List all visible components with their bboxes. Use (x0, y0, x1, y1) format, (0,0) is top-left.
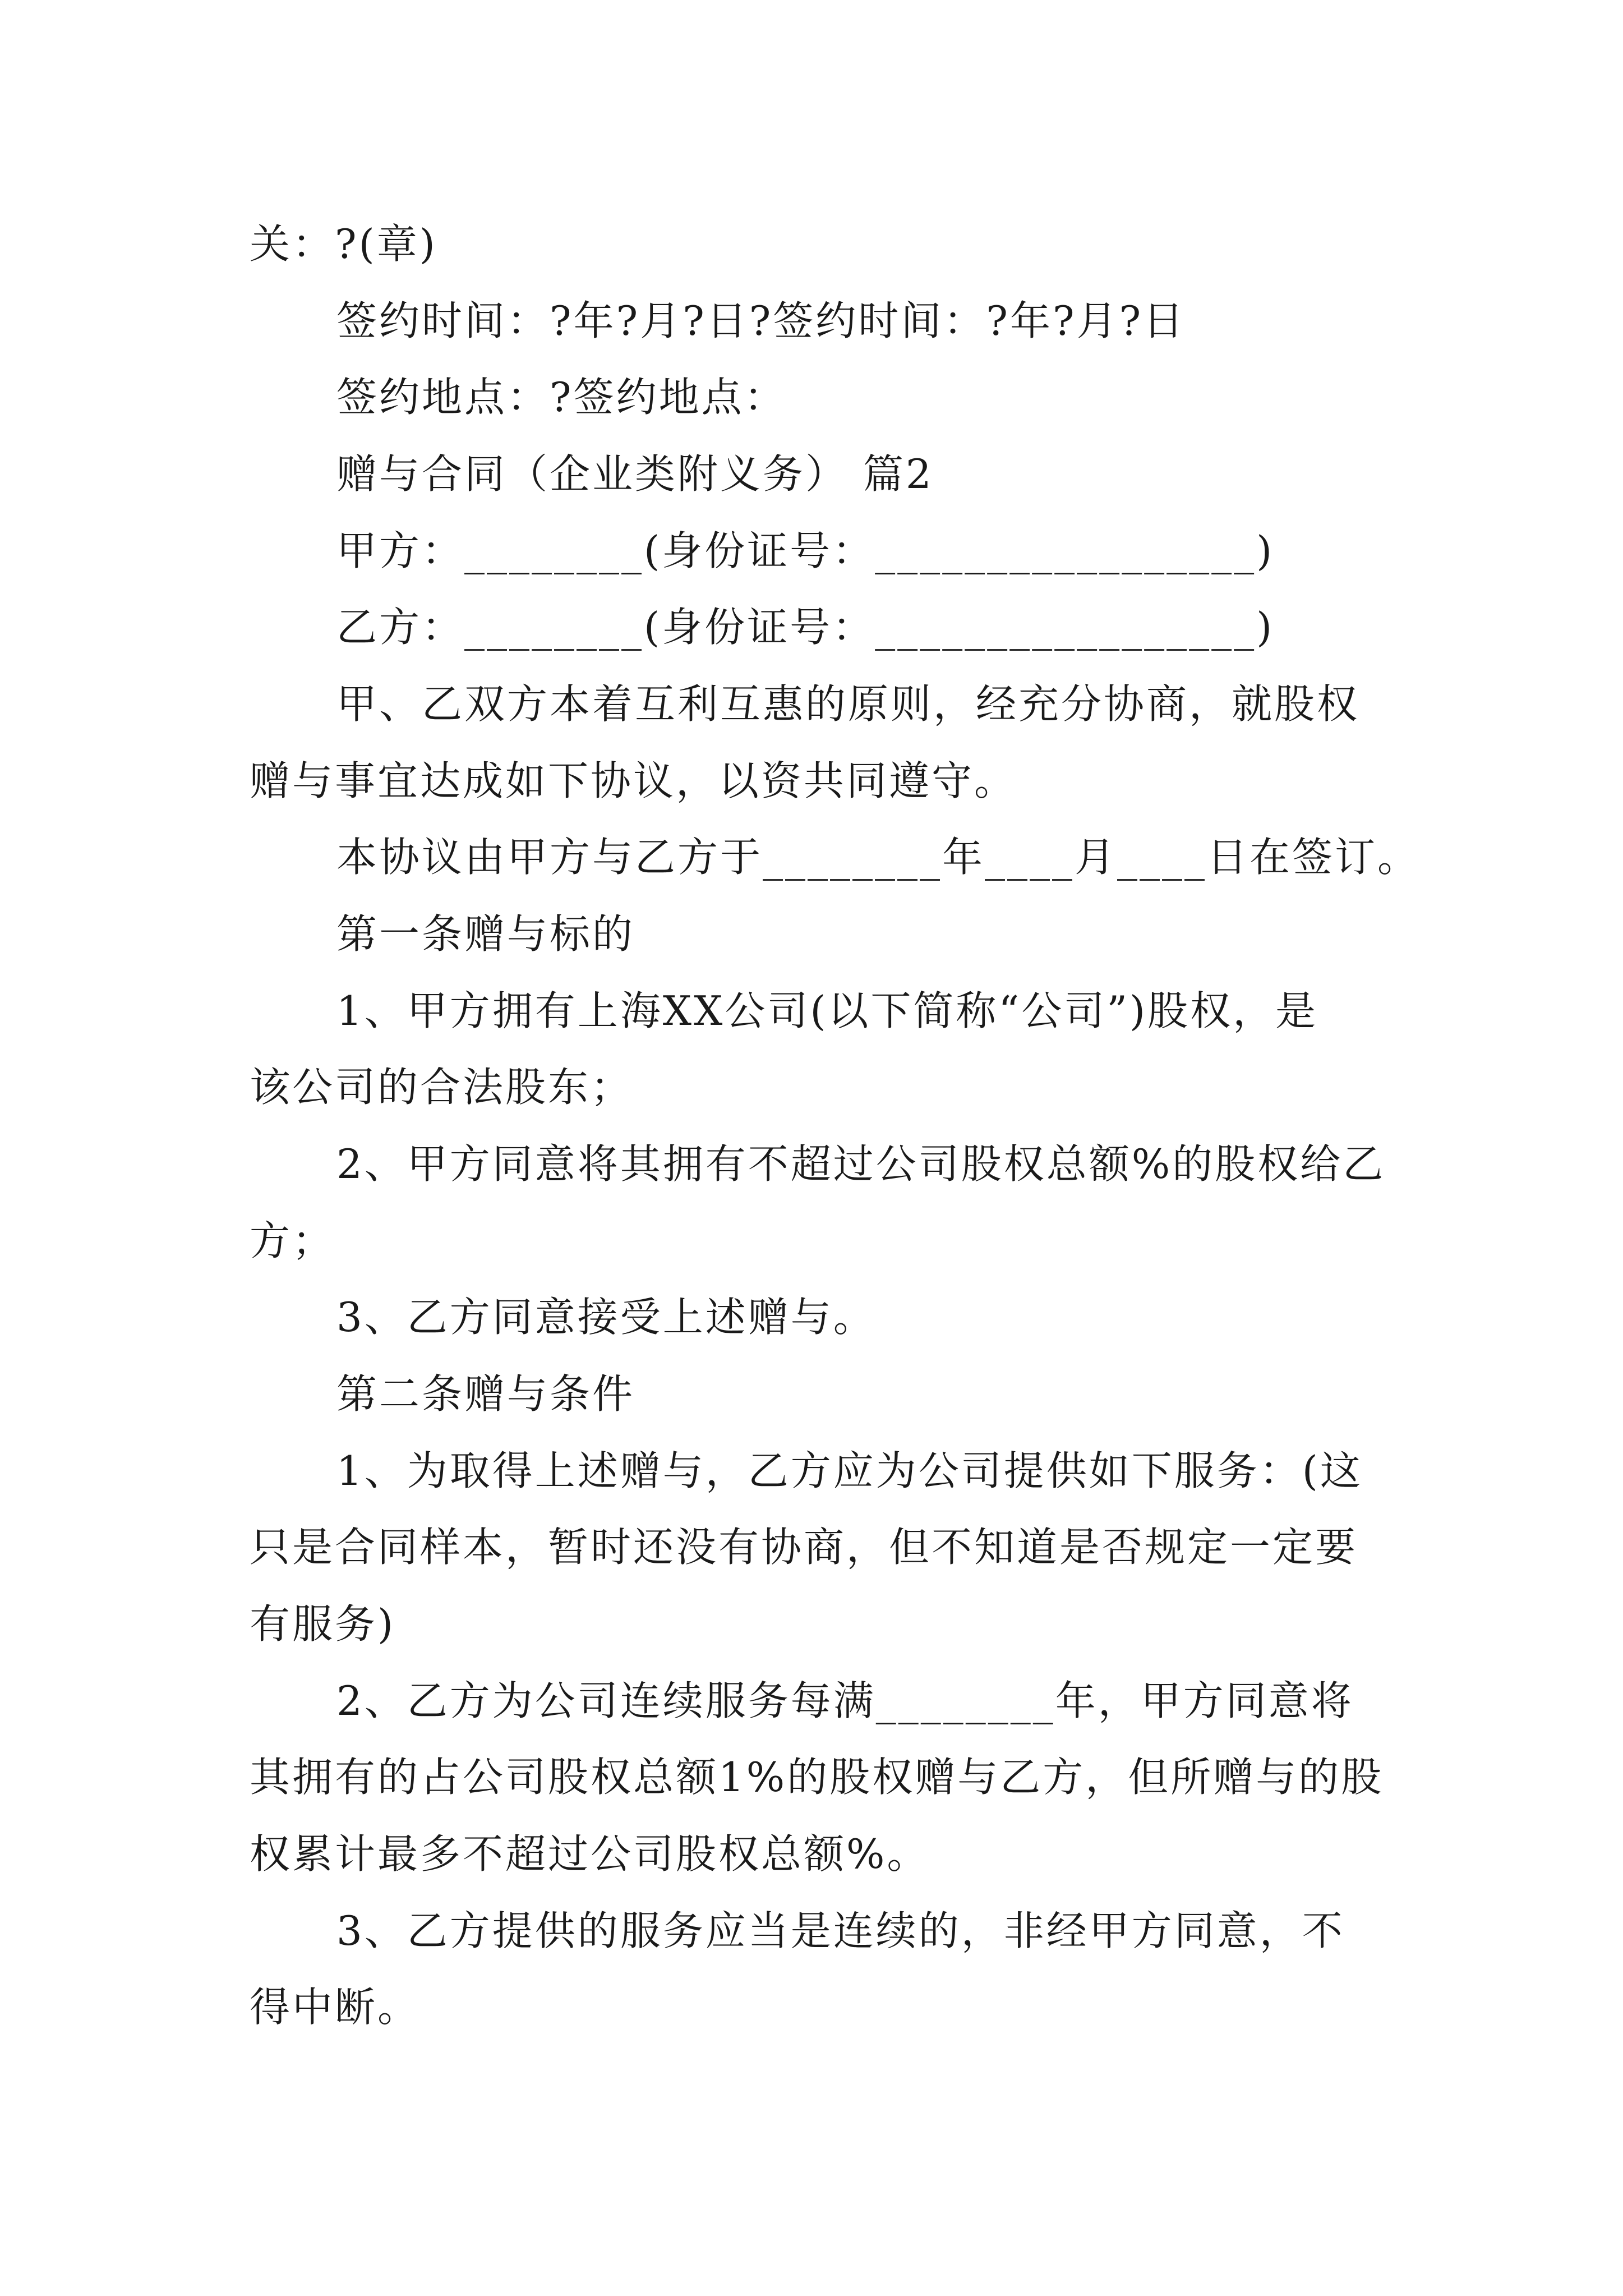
party-a-line: 甲方：________(身份证号：_________________) (336, 527, 1275, 574)
paragraph-line: 有服务) (250, 1600, 396, 1648)
article-heading: 第一条赠与标的 (336, 910, 635, 958)
paragraph-line: 只是合同样本，暂时还没有协商，但不知道是否规定一定要 (250, 1524, 1358, 1571)
paragraph-line: 其拥有的占公司股权总额1%的股权赠与乙方，但所赠与的股 (250, 1754, 1384, 1801)
paragraph-line: 方； (250, 1217, 335, 1264)
stamp-line: 关：?(章) (250, 220, 437, 268)
paragraph-line: 本协议由甲方与乙方于________年____月____日在签订。 (336, 834, 1421, 881)
signing-time-line: 签约时间：?年?月?日?签约时间：?年?月?日 (336, 297, 1186, 344)
article-heading: 第二条赠与条件 (336, 1370, 635, 1418)
paragraph-line: 权累计最多不超过公司股权总额%。 (250, 1830, 930, 1878)
contract-title: 赠与合同（企业类附义务） 篇2 (336, 450, 934, 498)
paragraph-line: 2、乙方为公司连续服务每满________年，甲方同意将 (336, 1677, 1354, 1724)
paragraph-line: 得中断。 (250, 1984, 421, 2031)
paragraph-line: 2、甲方同意将其拥有不超过公司股权总额%的股权给乙 (336, 1140, 1386, 1188)
paragraph-line: 1、为取得上述赠与，乙方应为公司提供如下服务：(这 (336, 1447, 1363, 1494)
paragraph-line: 赠与事宜达成如下协议，以资共同遵守。 (250, 757, 1017, 804)
paragraph-line: 3、乙方同意接受上述赠与。 (336, 1294, 876, 1341)
signing-place-line: 签约地点：?签约地点： (336, 374, 787, 421)
paragraph-line: 1、甲方拥有上海XX公司(以下简称“公司”)股权，是 (336, 987, 1318, 1034)
paragraph-line: 该公司的合法股东； (250, 1064, 634, 1111)
party-b-line: 乙方：________(身份证号：_________________) (336, 604, 1275, 651)
paragraph-line: 3、乙方提供的服务应当是连续的，非经甲方同意，不 (336, 1907, 1345, 1954)
paragraph-line: 甲、乙双方本着互利互惠的原则，经充分协商，就股权 (336, 680, 1360, 728)
